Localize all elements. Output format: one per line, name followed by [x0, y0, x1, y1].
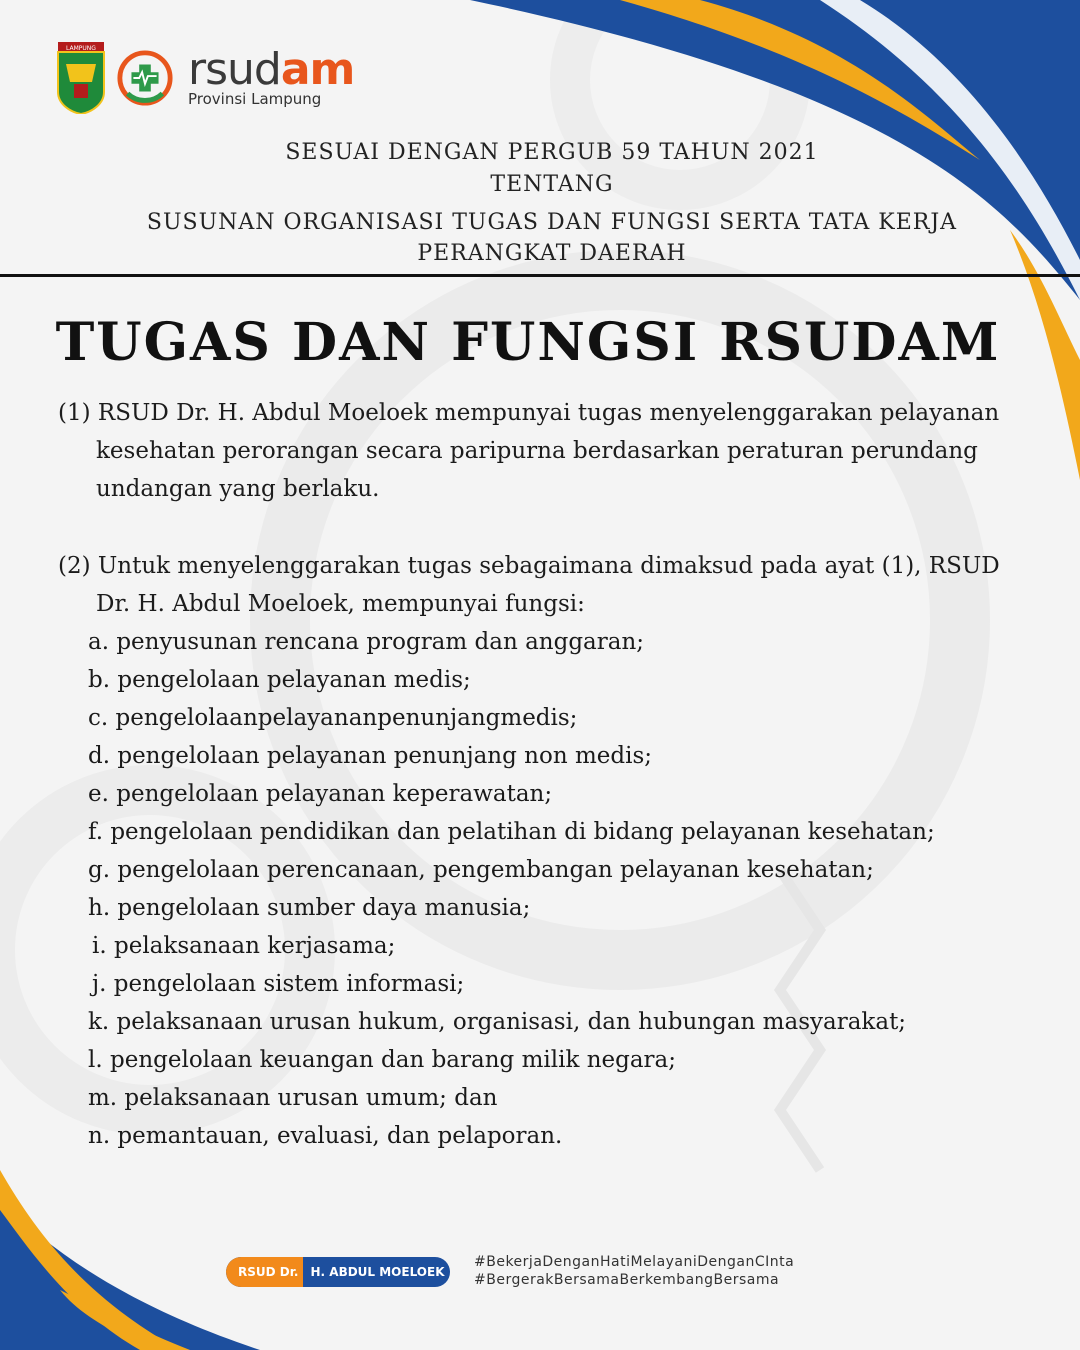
paragraph-1-line-3: undangan yang berlaku. [96, 476, 380, 502]
header-line-3: SUSUNAN ORGANISASI TUGAS DAN FUNGSI SERTA TATA KERJA [146, 210, 958, 235]
page-title: TUGAS DAN FUNGSI RSUDAM [55, 312, 1001, 373]
footer-badge-right: H. ABDUL MOELOEK [310, 1265, 445, 1279]
list-item: n. pemantauan, evaluasi, dan pelaporan. [88, 1123, 563, 1149]
list-item: c. pengelolaanpelayananpenunjangmedis; [88, 705, 578, 731]
footer-badge [226, 1257, 450, 1287]
list-item: m. pelaksanaan urusan umum; dan [88, 1085, 498, 1111]
hashtag-1: #BekerjaDenganHatiMelayaniDenganCInta [474, 1254, 795, 1270]
header-line-2: TENTANG [490, 172, 614, 197]
list-item: d. pengelolaan pelayanan penunjang non medis; [88, 743, 652, 769]
logo-group [56, 42, 354, 114]
list-item: e. pengelolaan pelayanan keperawatan; [88, 781, 553, 807]
paragraph-1-line-1: (1) RSUD Dr. H. Abdul Moeloek mempunyai tugas menyelenggarakan pelayanan [58, 400, 1000, 426]
paragraph-2 [58, 547, 1000, 623]
hashtag-2: #BergerakBersamaBerkembangBersama [474, 1272, 780, 1288]
paragraph-2-line-2: Dr. H. Abdul Moeloek, mempunyai fungsi: [96, 591, 585, 617]
header-divider [0, 274, 1080, 277]
list-item: j. pengelolaan sistem informasi; [92, 971, 465, 997]
list-item: a. penyusunan rencana program dan anggaran; [88, 629, 645, 655]
lampung-shield-logo [56, 42, 106, 114]
brand-subtitle: Provinsi Lampung [188, 90, 322, 108]
brand-suffix: am [280, 44, 355, 95]
footer-hashtags [474, 1253, 794, 1289]
function-list [88, 623, 935, 1155]
header-line-4: PERANGKAT DAERAH [417, 241, 687, 266]
shield-label: LAMPUNG [66, 45, 96, 52]
list-item: l. pengelolaan keuangan dan barang milik negara; [88, 1047, 677, 1073]
list-item: g. pengelolaan perencanaan, pengembangan pelayanan kesehatan; [88, 857, 874, 883]
list-item: h. pengelolaan sumber daya manusia; [88, 895, 531, 921]
paragraph-1 [58, 394, 999, 508]
paragraph-2-line-1: (2) Untuk menyelenggarakan tugas sebagaimana dimaksud pada ayat (1), RSUD [58, 553, 1000, 579]
list-item: i. pelaksanaan kerjasama; [92, 933, 396, 959]
list-item: f. pengelolaan pendidikan dan pelatihan di bidang pelayanan kesehatan; [88, 819, 935, 845]
brand-wordmark [188, 44, 355, 108]
brand-prefix: rsud [188, 44, 281, 95]
footer-badge-left: RSUD Dr. [226, 1257, 303, 1287]
list-item: k. pelaksanaan urusan hukum, organisasi, dan hubungan masyarakat; [88, 1009, 907, 1035]
paragraph-1-line-2: kesehatan perorangan secara paripurna berdasarkan peraturan perundang [96, 438, 978, 464]
header-line-1: SESUAI DENGAN PERGUB 59 TAHUN 2021 [285, 140, 819, 165]
rsudam-cross-icon [116, 49, 174, 107]
list-item: b. pengelolaan pelayanan medis; [88, 667, 471, 693]
